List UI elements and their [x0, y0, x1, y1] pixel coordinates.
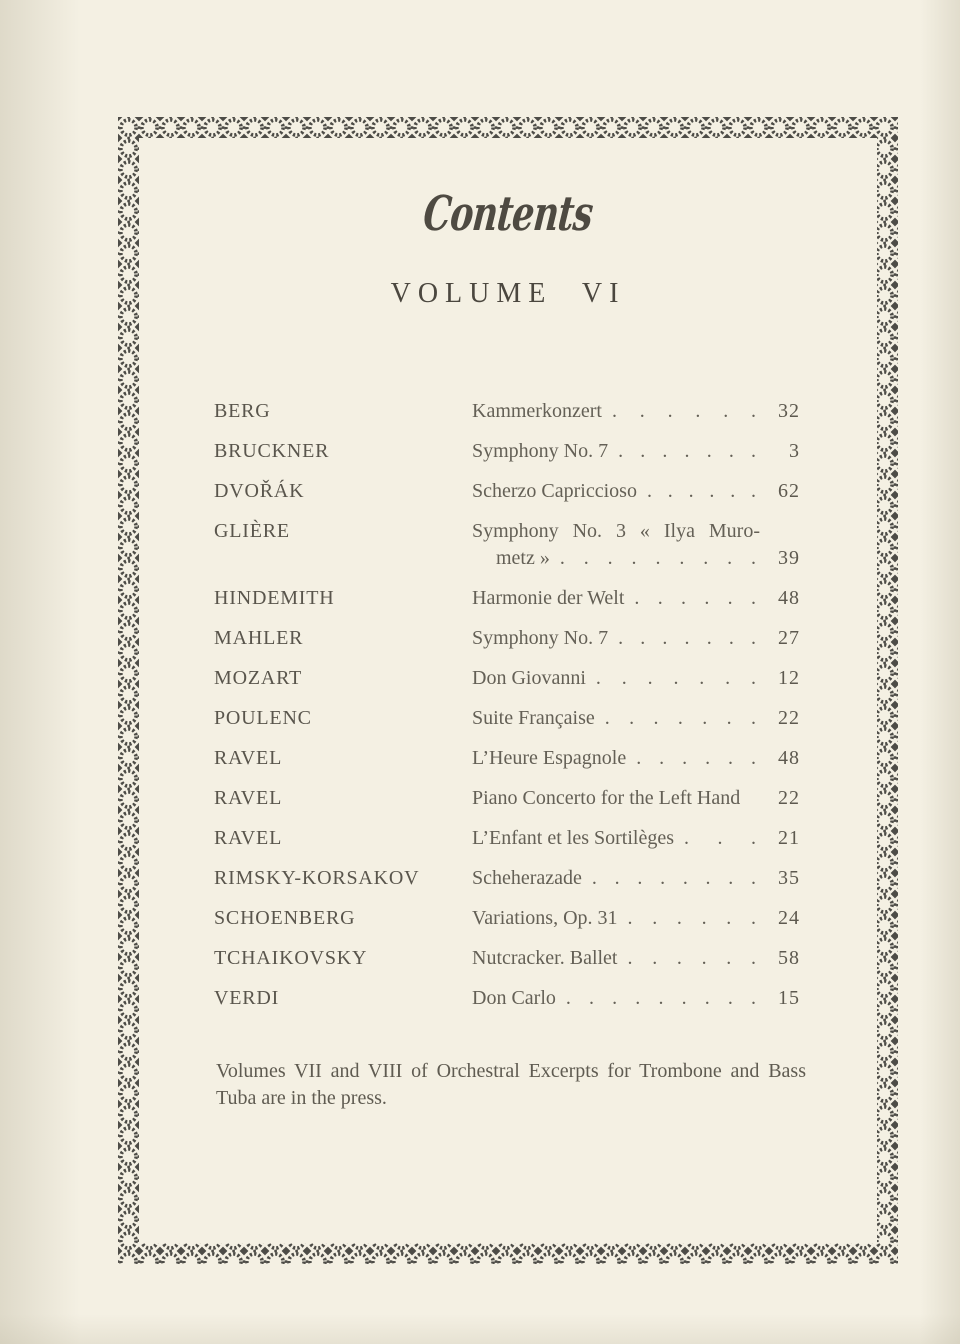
page-number: 21 — [778, 827, 800, 849]
page-content — [118, 0, 898, 1344]
toc-row — [214, 478, 800, 505]
work-title: Don Carlo — [472, 987, 556, 1009]
toc-row — [214, 945, 800, 972]
work-title: Scheherazade — [472, 867, 582, 889]
page-number: 15 — [778, 987, 800, 1009]
work-title: L’Heure Espagnole — [472, 747, 627, 769]
work-title: Nutcracker. Ballet — [472, 947, 618, 969]
composer-name: BERG — [214, 400, 271, 422]
composer-name: MAHLER — [214, 627, 304, 649]
page-number: 22 — [778, 707, 800, 729]
dot-leader: . . . . . . — [636, 747, 756, 769]
work-title: Symphony No. 7 — [472, 627, 609, 649]
page-number: 24 — [778, 907, 800, 929]
composer-name: HINDEMITH — [214, 587, 335, 609]
toc-row — [214, 745, 800, 772]
toc-row — [214, 905, 800, 932]
work-title: Harmonie der Welt — [472, 587, 625, 609]
toc-row — [214, 865, 800, 892]
dot-leader: . . . . . . — [627, 947, 756, 969]
work-title: L’Enfant et les Sortilèges — [472, 827, 674, 849]
contents-script-title: Contents — [420, 186, 596, 242]
page-number: 58 — [778, 947, 800, 969]
composer-name: RIMSKY-KORSAKOV — [214, 867, 420, 889]
dot-leader: . . . . . . . . . — [565, 987, 756, 1009]
toc-row — [214, 785, 800, 812]
composer-name: BRUCKNER — [214, 440, 330, 462]
page-number: 39 — [778, 547, 800, 569]
dot-leader: . . . . . . . — [618, 440, 756, 462]
work-title: Suite Française — [472, 707, 595, 729]
work-title: Symphony No. 7 — [472, 440, 609, 462]
work-title-line2-row — [472, 545, 800, 572]
page-number: 62 — [778, 480, 800, 502]
composer-name: SCHOENBERG — [214, 907, 356, 929]
work-title: Variations, Op. 31 — [472, 907, 618, 929]
table-of-contents — [214, 398, 800, 1025]
work-title-line2: metz » — [496, 547, 550, 569]
footer-note: Volumes VII and VIII of Orchestral Excerpts for Trombone and Bass Tuba are in the press. — [216, 1060, 806, 1109]
dot-leader: . . . . . . — [646, 480, 756, 502]
toc-row — [214, 585, 800, 612]
dot-leader: . . . . . . — [627, 907, 756, 929]
composer-name: POULENC — [214, 707, 312, 729]
dot-leader: . . . . . . . — [604, 707, 756, 729]
composer-name: VERDI — [214, 987, 280, 1009]
page-number: 48 — [778, 587, 800, 609]
page-number: 48 — [778, 747, 800, 769]
dot-leader: . . . . . . . . — [591, 867, 756, 889]
toc-row — [214, 705, 800, 732]
toc-row — [214, 985, 800, 1012]
dot-leader: . . . . . . — [611, 400, 756, 422]
toc-row-two-line — [214, 518, 800, 572]
toc-row — [214, 398, 800, 425]
composer-name: RAVEL — [214, 747, 283, 769]
composer-name: RAVEL — [214, 787, 283, 809]
page-number: 3 — [789, 440, 800, 462]
dot-leader: . . . — [684, 827, 756, 849]
composer-name: TCHAIKOVSKY — [214, 947, 368, 969]
scan-shadow-right — [920, 0, 960, 1344]
scan-shadow-left — [0, 0, 80, 1344]
toc-row — [214, 665, 800, 692]
work-title: Don Giovanni — [472, 667, 586, 689]
work-title-line1: Symphony No. 3 « Ilya Muro- — [472, 520, 760, 542]
toc-row — [214, 438, 800, 465]
page-number: 12 — [778, 667, 800, 689]
work-title: Kammerkonzert — [472, 400, 602, 422]
composer-name: RAVEL — [214, 827, 283, 849]
dot-leader: . . . . . . — [634, 587, 756, 609]
dot-leader: . . . . . . . — [618, 627, 756, 649]
work-title: Piano Concerto for the Left Hand — [472, 787, 741, 809]
toc-row — [214, 825, 800, 852]
composer-name: DVOŘÁK — [214, 480, 305, 502]
page-number: 35 — [778, 867, 800, 889]
dot-leader: . . . . . . . . . — [559, 547, 756, 569]
toc-row — [214, 625, 800, 652]
composer-name: MOZART — [214, 667, 303, 689]
page-number: 27 — [778, 627, 800, 649]
work-entry — [472, 518, 800, 572]
volume-heading: VOLUME VI — [390, 278, 626, 309]
work-title: Scherzo Capriccioso — [472, 480, 637, 502]
composer-name: GLIÈRE — [214, 520, 290, 542]
page-number: 22 — [778, 787, 800, 809]
page-number: 32 — [778, 400, 800, 422]
dot-leader: . . . . . . . — [595, 667, 756, 689]
